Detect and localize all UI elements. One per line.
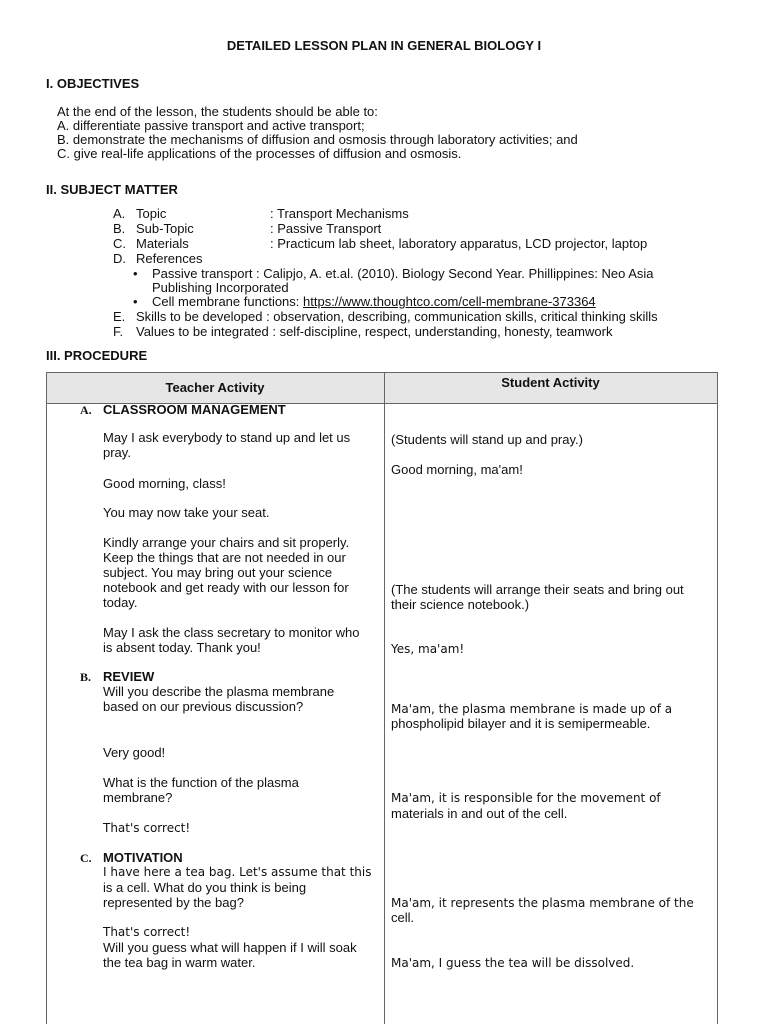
teacher-function-line2: membrane?: [103, 790, 173, 805]
skills-line: E. Skills to be developed : observation, describing, communication skills, critical thinking skills: [113, 309, 658, 324]
student-teabag-line1: Ma'am, it represents the plasma membrane of the: [391, 896, 694, 910]
teacher-arrange-line3: subject. You may bring out your science: [103, 565, 333, 580]
section-b-title: REVIEW: [103, 669, 155, 684]
teacher-thats-correct-1: That's correct!: [103, 821, 191, 835]
subtopic-value: : Passive Transport: [270, 221, 382, 236]
teacher-secretary-line1: May I ask the class secretary to monitor who: [103, 625, 360, 640]
teacher-review-line1: Will you describe the plasma membrane: [103, 684, 335, 699]
teacher-thats-correct-2: That's correct!: [103, 925, 191, 939]
teacher-teabag-line2: is a cell. What do you think is being: [103, 880, 307, 895]
section-c-letter: C.: [80, 851, 92, 865]
student-soak: Ma'am, I guess the tea will be dissolved.: [391, 956, 635, 970]
student-teabag-line2: cell.: [391, 910, 415, 925]
teacher-soak-line1: Will you guess what will happen if I will soak: [103, 940, 357, 955]
objective-a: A. differentiate passive transport and active transport;: [57, 118, 365, 133]
section-b-letter: B.: [80, 670, 92, 684]
teacher-arrange-line2: Keep the things that are not needed in our: [103, 550, 346, 565]
teacher-pray-line1: May I ask everybody to stand up and let us: [103, 430, 351, 445]
reference-link[interactable]: https://www.thoughtco.com/cell-membrane-373364: [303, 294, 596, 309]
objectives-intro: At the end of the lesson, the students should be able to:: [57, 104, 378, 119]
student-arrange-line1: (The students will arrange their seats and bring out: [391, 582, 684, 597]
objective-b: B. demonstrate the mechanisms of diffusion and osmosis through laboratory activities; and: [57, 132, 578, 147]
values-line: F. Values to be integrated : self-discipline, respect, understanding, honesty, teamwork: [113, 324, 613, 339]
teacher-take-seat: You may now take your seat.: [103, 505, 270, 520]
student-yes: Yes, ma'am!: [391, 642, 465, 656]
reference-cell-membrane: Cell membrane functions: https://www.thoughtco.com/cell-membrane-373364: [152, 294, 596, 309]
subtopic-label: B. Sub-Topic: [113, 221, 194, 236]
references-label: D. References: [113, 251, 203, 266]
reference-passive-transport-line1: Passive transport : Calipjo, A. et.al. (2010). Biology Second Year. Phillippines: Neo Asia: [152, 266, 654, 281]
materials-label: C. Materials: [113, 236, 189, 251]
student-arrange-line2: their science notebook.): [391, 597, 530, 612]
student-activity-header: Student Activity: [501, 375, 600, 390]
teacher-arrange-line4: notebook and get ready with our lesson for: [103, 580, 349, 595]
teacher-soak-line2: the tea bag in warm water.: [103, 955, 256, 970]
topic-label: A. Topic: [113, 206, 167, 221]
section-a-title: CLASSROOM MANAGEMENT: [103, 402, 286, 417]
subject-matter-heading: II. SUBJECT MATTER: [46, 182, 178, 197]
teacher-arrange-line5: today.: [103, 595, 138, 610]
reference-passive-transport-line2: Publishing Incorporated: [152, 280, 289, 295]
section-c-title: MOTIVATION: [103, 850, 183, 865]
procedure-heading: III. PROCEDURE: [46, 348, 148, 363]
teacher-activity-header: Teacher Activity: [165, 380, 265, 395]
teacher-teabag-line1: I have here a tea bag. Let's assume that this: [103, 865, 372, 879]
teacher-arrange-line1: Kindly arrange your chairs and sit properly.: [103, 535, 350, 550]
teacher-very-good: Very good!: [103, 745, 166, 760]
objective-c: C. give real-life applications of the processes of diffusion and osmosis.: [57, 146, 462, 161]
student-function-line1: Ma'am, it is responsible for the movement of: [391, 791, 661, 805]
student-pray: (Students will stand up and pray.): [391, 432, 583, 447]
teacher-good-morning: Good morning, class!: [103, 476, 226, 491]
document-title: DETAILED LESSON PLAN IN GENERAL BIOLOGY I: [226, 38, 542, 53]
teacher-function-line1: What is the function of the plasma: [103, 775, 299, 790]
student-review-line2: phospholipid bilayer and it is semipermeable.: [391, 716, 651, 731]
topic-value: : Transport Mechanisms: [270, 206, 409, 221]
objectives-heading: I. OBJECTIVES: [46, 76, 140, 91]
table-left-border: [46, 404, 47, 1024]
student-function-line2: materials in and out of the cell.: [391, 806, 568, 821]
teacher-teabag-line3: represented by the bag?: [103, 895, 244, 910]
student-review-line1: Ma'am, the plasma membrane is made up of a: [391, 702, 673, 716]
student-good-morning: Good morning, ma'am!: [391, 462, 523, 477]
section-a-letter: A.: [80, 403, 92, 417]
teacher-review-line2: based on our previous discussion?: [103, 699, 304, 714]
materials-value: : Practicum lab sheet, laboratory apparatus, LCD projector, laptop: [270, 236, 648, 251]
column-divider: [384, 372, 385, 1024]
table-right-border: [717, 404, 718, 1024]
teacher-pray-line2: pray.: [103, 445, 131, 460]
teacher-secretary-line2: is absent today. Thank you!: [103, 640, 261, 655]
